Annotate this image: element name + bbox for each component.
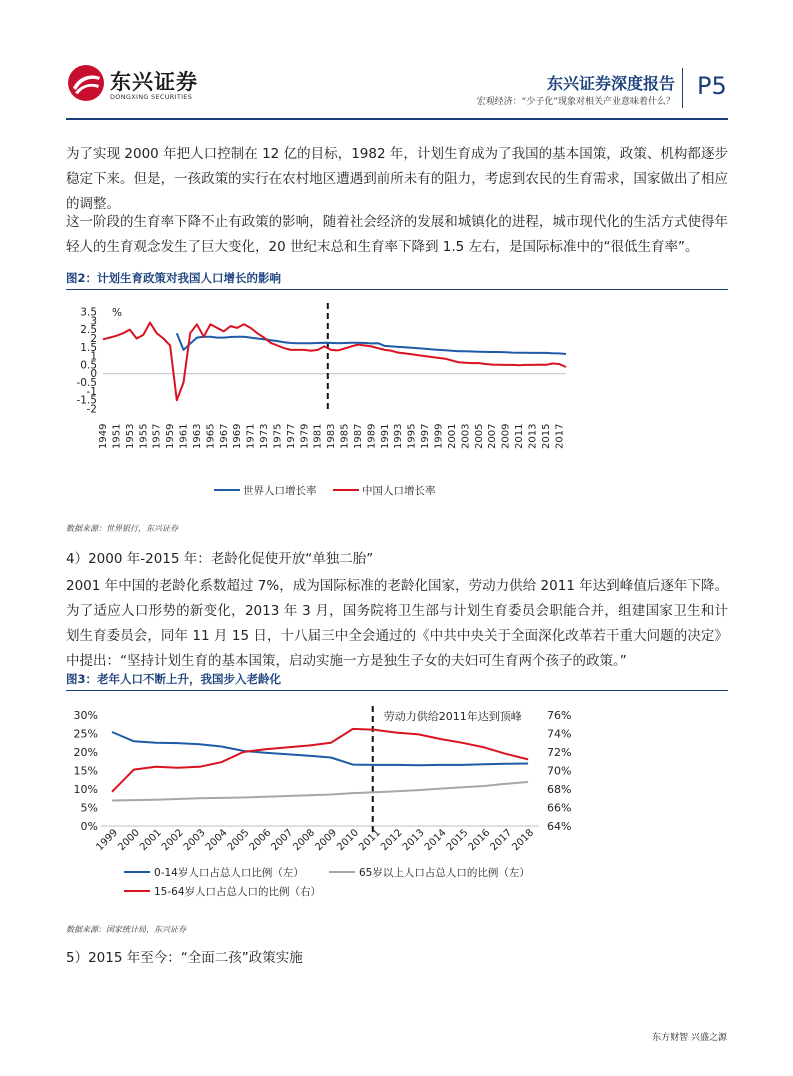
x-tick-label: 1971	[245, 423, 257, 449]
x-tick-label: 2008	[291, 827, 318, 854]
legend-label-elderly: 65岁以上人口占总人口的比例（左）	[359, 867, 530, 879]
population-growth-chart	[66, 292, 728, 522]
x-tick-label: 2012	[378, 827, 405, 854]
x-tick-label: 1949	[98, 423, 109, 449]
x-tick-label: 2004	[203, 827, 230, 854]
x-tick-label: 2010	[335, 827, 361, 854]
y-left-tick-label: 5%	[80, 801, 98, 815]
x-tick-label: 2014	[422, 827, 449, 854]
y-tick-label: 2	[90, 332, 97, 345]
y-right-tick-label: 66%	[547, 801, 572, 815]
x-tick-label: 1969	[232, 423, 244, 449]
x-tick-label: 1975	[272, 423, 284, 449]
y-right-tick-label: 68%	[547, 783, 572, 796]
peak-annotation: 劳动力供给2011年达到顶峰	[383, 710, 522, 723]
x-tick-label: 2000	[116, 827, 142, 854]
x-tick-label: 1995	[406, 423, 418, 449]
x-tick-label: 2003	[181, 827, 208, 854]
paragraph-2: 这一阶段的生育率下降不止有政策的影响，随着社会经济的发展和城镇化的进程，城市现代化的生活方式使得年轻人的生育观念发生了巨大变化，20 世纪末总和生育率下降到 1.5 左右，是国际标准中的“很低生育率”。	[66, 214, 728, 255]
x-tick-label: 2018	[510, 827, 537, 854]
aging-chart	[66, 694, 728, 909]
x-tick-label: 2001	[138, 827, 164, 854]
header-rule	[66, 118, 728, 120]
y-tick-label: 2.5	[80, 324, 97, 337]
x-tick-label: 1963	[191, 423, 203, 449]
header-divider	[682, 68, 683, 108]
legend-label-children: 0-14岁人口占总人口比例（左）	[154, 867, 304, 879]
x-tick-label: 2005	[473, 423, 485, 449]
x-tick-label: 2016	[466, 827, 493, 854]
legend-label-working-age: 15-64岁人口占总人口的比例（右）	[154, 886, 322, 898]
x-tick-label: 1991	[379, 423, 391, 449]
x-tick-label: 1999	[433, 423, 445, 449]
figure-3-rule	[66, 690, 728, 691]
y-left-tick-label: 25%	[73, 727, 98, 741]
x-tick-label: 2017	[554, 423, 566, 449]
y-left-tick-label: 0%	[80, 820, 98, 833]
figure-2-source: 数据来源：世界银行，东兴证券	[66, 524, 178, 533]
x-tick-label: 1993	[393, 423, 405, 449]
x-tick-label: 1989	[366, 423, 378, 449]
china-growth-line	[103, 323, 566, 401]
paragraph-1: 为了实现 2000 年把人口控制在 12 亿的目标，1982 年，计划生育成为了我国的基本国策，政策、机构都逐步稳定下来。但是，一孩政策的实行在农村地区遭遇到前所未有的阻力，考虑到农民的生育需求，国家做出了相应的调整。	[66, 146, 728, 212]
x-tick-label: 2007	[487, 423, 499, 449]
x-tick-label: 1965	[205, 423, 217, 449]
y-unit-label: %	[112, 307, 122, 319]
section-4-heading: 4）2000 年-2015 年：老龄化促使开放“单独二胎”	[66, 551, 374, 567]
x-tick-label: 1997	[420, 423, 432, 449]
y-right-tick-label: 64%	[547, 820, 572, 833]
y-tick-label: -2	[86, 403, 97, 416]
working-age-share-line	[112, 729, 528, 792]
x-tick-label: 2013	[527, 423, 539, 449]
report-name: 东兴证券深度报告	[546, 74, 675, 93]
x-tick-label: 2009	[313, 827, 340, 854]
figure-2-title: 图2：计划生育政策对我国人口增长的影响	[66, 271, 281, 285]
x-tick-label: 1961	[178, 423, 190, 449]
y-tick-label: 0.5	[80, 359, 97, 372]
y-tick-label: 1	[90, 350, 97, 363]
company-logo-icon	[66, 63, 106, 103]
x-tick-label: 2011	[514, 423, 526, 449]
x-tick-label: 1983	[326, 423, 338, 449]
y-tick-label: 0	[90, 368, 97, 381]
y-tick-label: -1.5	[76, 394, 97, 407]
x-tick-label: 1977	[285, 423, 297, 449]
x-tick-label: 2003	[460, 423, 472, 449]
logo-text: 东兴证券	[110, 70, 198, 94]
x-tick-label: 2009	[500, 423, 512, 449]
report-subtitle: 宏观经济：“少子化”现象对相关产业意味着什么？	[476, 97, 675, 107]
y-right-tick-label: 70%	[547, 764, 572, 778]
footer-slogan: 东方财智 兴盛之源	[652, 1033, 727, 1043]
y-left-tick-label: 20%	[73, 746, 98, 759]
x-tick-label: 2015	[444, 827, 471, 854]
x-tick-label: 2001	[446, 423, 458, 449]
x-tick-label: 2002	[159, 827, 186, 854]
section-5-heading: 5）2015 年至今：“全面二孩”政策实施	[66, 950, 303, 966]
x-tick-label: 2015	[540, 423, 552, 449]
x-tick-label: 1955	[138, 423, 150, 449]
x-tick-label: 2005	[225, 827, 252, 854]
logo-english: DONGXING SECURITIES	[110, 93, 193, 101]
children-share-line	[112, 732, 528, 765]
x-tick-label: 1987	[352, 423, 364, 449]
y-left-tick-label: 30%	[73, 709, 98, 722]
x-tick-label: 2013	[400, 827, 427, 854]
paragraph-3: 2001 年中国的老龄化系数超过 7%，成为国际标准的老龄化国家，劳动力供给 2011 年达到峰值后逐年下降。为了适应人口形势的新变化，2013 年 3 月，国务院将卫生部与计划生育委员会职能合并，组建国家卫生和计划生育委员会，同年 11 月 15 日，十八届三中全会通过的《中共中央关于全面深化改革若干重大问题的决定》中提出：“坚持计划生育的基本国策，启动实施一方是独生子女的夫妇可生育两个孩子的政策。”	[66, 578, 728, 669]
figure-3-title: 图3：老年人口不断上升，我国步入老龄化	[66, 672, 281, 686]
world-growth-line	[177, 333, 566, 354]
y-left-tick-label: 10%	[73, 783, 98, 796]
x-tick-label: 1951	[111, 423, 123, 449]
x-tick-label: 1957	[151, 423, 163, 449]
y-tick-label: -1	[86, 385, 97, 398]
x-tick-label: 1981	[312, 423, 324, 449]
figure-2-rule	[66, 289, 728, 290]
y-tick-label: 3	[90, 315, 97, 328]
x-tick-label: 2011	[357, 827, 383, 854]
x-tick-label: 1953	[124, 423, 136, 449]
legend-label-china: 中国人口增长率	[362, 485, 436, 497]
y-tick-label: -0.5	[76, 377, 97, 390]
page-number: P5	[697, 72, 727, 100]
elderly-share-line	[112, 782, 528, 801]
x-tick-label: 1959	[165, 423, 177, 449]
x-tick-label: 1985	[339, 423, 351, 449]
x-tick-label: 1999	[94, 827, 121, 854]
x-tick-label: 1967	[218, 423, 230, 449]
x-tick-label: 1979	[299, 423, 311, 449]
y-right-tick-label: 76%	[547, 709, 572, 722]
y-tick-label: 3.5	[80, 306, 97, 319]
x-tick-label: 1973	[259, 423, 271, 449]
y-right-tick-label: 72%	[547, 746, 572, 759]
x-tick-label: 2006	[247, 827, 274, 854]
x-tick-label: 2007	[269, 827, 296, 854]
figure-3-source: 数据来源：国家统计局，东兴证券	[66, 925, 186, 934]
y-left-tick-label: 15%	[73, 764, 98, 778]
x-tick-label: 2017	[488, 827, 515, 854]
y-right-tick-label: 74%	[547, 727, 572, 741]
legend-label-world: 世界人口增长率	[243, 485, 317, 497]
y-tick-label: 1.5	[80, 341, 97, 354]
